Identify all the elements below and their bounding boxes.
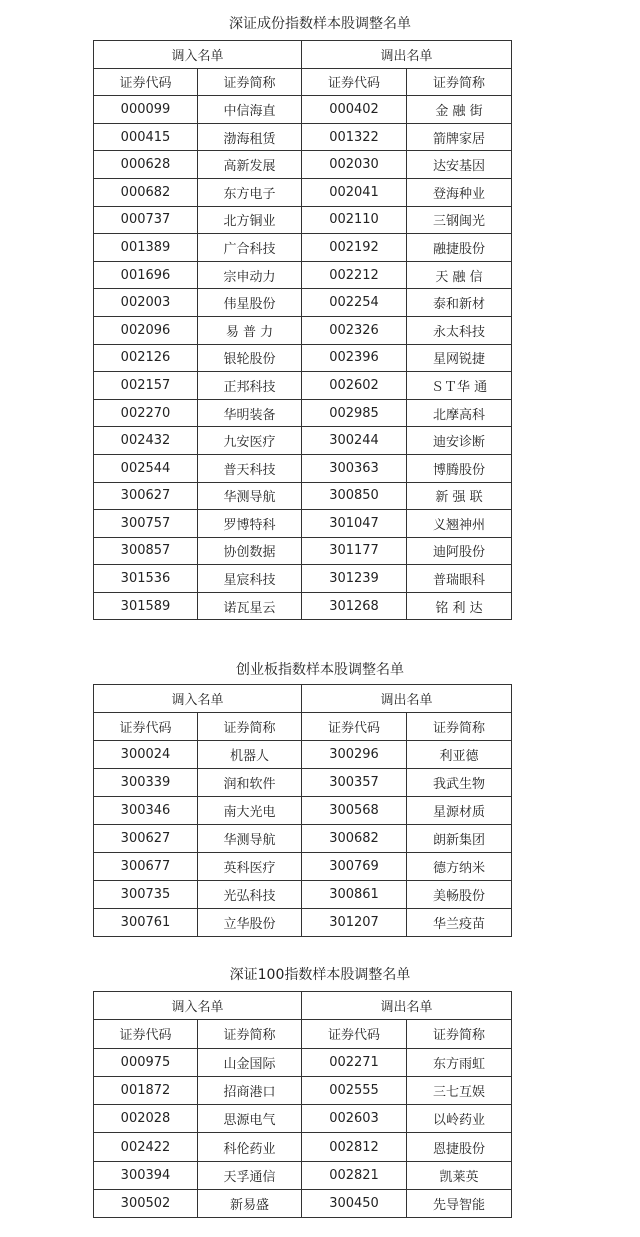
- table-row: [94, 372, 512, 400]
- in-security-name: 英科医疗: [198, 853, 302, 881]
- table-row: [94, 454, 512, 482]
- in-security-code: 300735: [94, 881, 198, 909]
- in-security-name: 南大光电: [198, 797, 302, 825]
- in-security-code: 300757: [94, 510, 198, 538]
- out-security-name: 箭牌家居: [407, 123, 512, 151]
- table-row: [94, 399, 512, 427]
- out-security-code: 002192: [302, 234, 407, 262]
- out-security-name: 融捷股份: [407, 234, 512, 262]
- out-security-code: 300769: [302, 853, 407, 881]
- out-list-header: 调出名单: [302, 41, 512, 69]
- in-security-name: 诺瓦星云: [198, 592, 302, 620]
- out-security-code: 002254: [302, 289, 407, 317]
- table-row: [94, 909, 512, 937]
- table-row: [94, 510, 512, 538]
- table-row: [94, 123, 512, 151]
- in-security-code: 002432: [94, 427, 198, 455]
- out-code-header: 证券代码: [302, 713, 407, 741]
- out-security-code: 002985: [302, 399, 407, 427]
- group-header-row: [94, 992, 512, 1020]
- in-security-name: 罗博特科: [198, 510, 302, 538]
- in-security-name: 山金国际: [198, 1048, 302, 1076]
- in-code-header: 证券代码: [94, 68, 198, 96]
- table-row: [94, 96, 512, 124]
- in-security-name: 华明装备: [198, 399, 302, 427]
- out-security-code: 300357: [302, 769, 407, 797]
- in-security-code: 301589: [94, 592, 198, 620]
- out-security-name: 恩捷股份: [407, 1133, 512, 1161]
- in-security-code: 002157: [94, 372, 198, 400]
- in-security-name: 科伦药业: [198, 1133, 302, 1161]
- out-security-name: ＳＴ华 通: [407, 372, 512, 400]
- column-header-row: [94, 1020, 512, 1048]
- in-code-header: 证券代码: [94, 1020, 198, 1048]
- out-list-header: 调出名单: [302, 685, 512, 713]
- in-security-name: 新易盛: [198, 1190, 302, 1218]
- in-security-code: 000682: [94, 178, 198, 206]
- out-security-name: 天 融 信: [407, 261, 512, 289]
- out-security-name: 德方纳米: [407, 853, 512, 881]
- in-name-header: 证券简称: [198, 1020, 302, 1048]
- out-security-code: 300450: [302, 1190, 407, 1218]
- in-security-name: 伟星股份: [198, 289, 302, 317]
- out-security-name: 永太科技: [407, 316, 512, 344]
- out-security-name: 泰和新材: [407, 289, 512, 317]
- in-security-code: 300502: [94, 1190, 198, 1218]
- in-security-code: 001872: [94, 1076, 198, 1104]
- table-row: [94, 151, 512, 179]
- in-security-code: 002003: [94, 289, 198, 317]
- in-security-code: 300346: [94, 797, 198, 825]
- out-security-code: 300850: [302, 482, 407, 510]
- out-security-name: 三七互娱: [407, 1076, 512, 1104]
- out-security-name: 星源材质: [407, 797, 512, 825]
- section-szse-100: [0, 964, 640, 986]
- in-security-code: 002096: [94, 316, 198, 344]
- in-security-name: 正邦科技: [198, 372, 302, 400]
- in-security-code: 300761: [94, 909, 198, 937]
- out-security-name: 凯莱英: [407, 1161, 512, 1189]
- table-row: [94, 178, 512, 206]
- out-security-code: 002602: [302, 372, 407, 400]
- in-security-code: 300627: [94, 482, 198, 510]
- table-row: [94, 537, 512, 565]
- out-code-header: 证券代码: [302, 68, 407, 96]
- out-security-name: 以岭药业: [407, 1105, 512, 1133]
- in-security-name: 华测导航: [198, 482, 302, 510]
- adjustment-table: [93, 991, 512, 1218]
- in-security-name: 银轮股份: [198, 344, 302, 372]
- out-security-name: 迪安诊断: [407, 427, 512, 455]
- section-szse-component: [0, 13, 640, 35]
- column-header-row: [94, 68, 512, 96]
- table-row: [94, 565, 512, 593]
- out-security-code: 301177: [302, 537, 407, 565]
- in-security-name: 东方电子: [198, 178, 302, 206]
- out-security-code: 300296: [302, 741, 407, 769]
- in-security-name: 易 普 力: [198, 316, 302, 344]
- out-security-code: 002812: [302, 1133, 407, 1161]
- in-security-name: 高新发展: [198, 151, 302, 179]
- table-row: [94, 1048, 512, 1076]
- out-security-name: 北摩高科: [407, 399, 512, 427]
- in-security-code: 300627: [94, 825, 198, 853]
- out-security-code: 300568: [302, 797, 407, 825]
- out-list-header: 调出名单: [302, 992, 512, 1020]
- in-security-code: 002544: [94, 454, 198, 482]
- out-security-name: 登海种业: [407, 178, 512, 206]
- table-row: [94, 853, 512, 881]
- in-security-name: 天孚通信: [198, 1161, 302, 1189]
- out-security-name: 华兰疫苗: [407, 909, 512, 937]
- table-row: [94, 206, 512, 234]
- in-security-code: 000975: [94, 1048, 198, 1076]
- in-name-header: 证券简称: [198, 68, 302, 96]
- in-security-name: 中信海直: [198, 96, 302, 124]
- in-security-code: 002270: [94, 399, 198, 427]
- in-security-code: 300339: [94, 769, 198, 797]
- table-row: [94, 881, 512, 909]
- out-security-code: 002603: [302, 1105, 407, 1133]
- table-title: 深证成份指数样本股调整名单: [229, 16, 411, 32]
- in-security-name: 北方铜业: [198, 206, 302, 234]
- table-row: [94, 1190, 512, 1218]
- out-security-name: 博腾股份: [407, 454, 512, 482]
- table-row: [94, 482, 512, 510]
- in-security-name: 协创数据: [198, 537, 302, 565]
- out-security-code: 300682: [302, 825, 407, 853]
- out-security-code: 002041: [302, 178, 407, 206]
- in-security-code: 002028: [94, 1105, 198, 1133]
- in-security-name: 立华股份: [198, 909, 302, 937]
- out-name-header: 证券简称: [407, 68, 512, 96]
- in-list-header: 调入名单: [94, 685, 302, 713]
- out-security-name: 朗新集团: [407, 825, 512, 853]
- in-name-header: 证券简称: [198, 713, 302, 741]
- in-security-name: 华测导航: [198, 825, 302, 853]
- in-security-name: 思源电气: [198, 1105, 302, 1133]
- out-security-name: 东方雨虹: [407, 1048, 512, 1076]
- column-header-row: [94, 713, 512, 741]
- table-row: [94, 344, 512, 372]
- in-security-code: 000415: [94, 123, 198, 151]
- in-list-header: 调入名单: [94, 41, 302, 69]
- table-row: [94, 741, 512, 769]
- out-security-name: 达安基因: [407, 151, 512, 179]
- in-security-name: 光弘科技: [198, 881, 302, 909]
- table-title: 创业板指数样本股调整名单: [236, 662, 404, 678]
- in-security-name: 广合科技: [198, 234, 302, 262]
- out-security-name: 金 融 街: [407, 96, 512, 124]
- out-security-name: 铭 利 达: [407, 592, 512, 620]
- out-security-name: 利亚德: [407, 741, 512, 769]
- out-security-name: 普瑞眼科: [407, 565, 512, 593]
- in-security-name: 宗申动力: [198, 261, 302, 289]
- out-security-code: 301268: [302, 592, 407, 620]
- out-security-name: 新 强 联: [407, 482, 512, 510]
- in-security-name: 润和软件: [198, 769, 302, 797]
- out-security-name: 美畅股份: [407, 881, 512, 909]
- out-security-code: 002271: [302, 1048, 407, 1076]
- adjustment-table: [93, 40, 512, 620]
- table-row: [94, 592, 512, 620]
- in-security-code: 002126: [94, 344, 198, 372]
- table-title: 深证100指数样本股调整名单: [229, 967, 411, 983]
- out-security-name: 星网锐捷: [407, 344, 512, 372]
- table-row: [94, 427, 512, 455]
- in-security-code: 001696: [94, 261, 198, 289]
- out-security-name: 先导智能: [407, 1190, 512, 1218]
- table-row: [94, 316, 512, 344]
- in-security-code: 300394: [94, 1161, 198, 1189]
- out-security-code: 301047: [302, 510, 407, 538]
- in-security-code: 300024: [94, 741, 198, 769]
- table-row: [94, 261, 512, 289]
- out-security-name: 三钢闽光: [407, 206, 512, 234]
- in-security-code: 002422: [94, 1133, 198, 1161]
- table-row: [94, 1161, 512, 1189]
- in-security-code: 000737: [94, 206, 198, 234]
- table-row: [94, 234, 512, 262]
- out-security-code: 002030: [302, 151, 407, 179]
- out-code-header: 证券代码: [302, 1020, 407, 1048]
- table-row: [94, 1076, 512, 1104]
- out-security-code: 000402: [302, 96, 407, 124]
- out-security-code: 002396: [302, 344, 407, 372]
- out-security-code: 002821: [302, 1161, 407, 1189]
- out-security-name: 迪阿股份: [407, 537, 512, 565]
- table-row: [94, 1105, 512, 1133]
- out-security-code: 301207: [302, 909, 407, 937]
- out-name-header: 证券简称: [407, 1020, 512, 1048]
- out-security-name: 我武生物: [407, 769, 512, 797]
- in-security-code: 000099: [94, 96, 198, 124]
- table-row: [94, 1133, 512, 1161]
- in-list-header: 调入名单: [94, 992, 302, 1020]
- group-header-row: [94, 41, 512, 69]
- in-security-code: 300857: [94, 537, 198, 565]
- in-security-code: 001389: [94, 234, 198, 262]
- out-security-code: 002326: [302, 316, 407, 344]
- out-security-code: 301239: [302, 565, 407, 593]
- table-row: [94, 769, 512, 797]
- in-security-code: 300677: [94, 853, 198, 881]
- out-security-name: 义翘神州: [407, 510, 512, 538]
- out-security-code: 001322: [302, 123, 407, 151]
- adjustment-table: [93, 684, 512, 937]
- out-security-code: 300363: [302, 454, 407, 482]
- in-security-code: 000628: [94, 151, 198, 179]
- in-security-name: 普天科技: [198, 454, 302, 482]
- in-security-name: 机器人: [198, 741, 302, 769]
- out-security-code: 002110: [302, 206, 407, 234]
- in-security-name: 九安医疗: [198, 427, 302, 455]
- table-row: [94, 289, 512, 317]
- in-security-name: 招商港口: [198, 1076, 302, 1104]
- out-security-code: 002555: [302, 1076, 407, 1104]
- table-row: [94, 825, 512, 853]
- out-security-code: 002212: [302, 261, 407, 289]
- out-name-header: 证券简称: [407, 713, 512, 741]
- in-security-name: 星宸科技: [198, 565, 302, 593]
- group-header-row: [94, 685, 512, 713]
- out-security-code: 300244: [302, 427, 407, 455]
- table-row: [94, 797, 512, 825]
- in-security-code: 301536: [94, 565, 198, 593]
- in-security-name: 渤海租赁: [198, 123, 302, 151]
- out-security-code: 300861: [302, 881, 407, 909]
- section-chinext: [0, 659, 640, 681]
- in-code-header: 证券代码: [94, 713, 198, 741]
